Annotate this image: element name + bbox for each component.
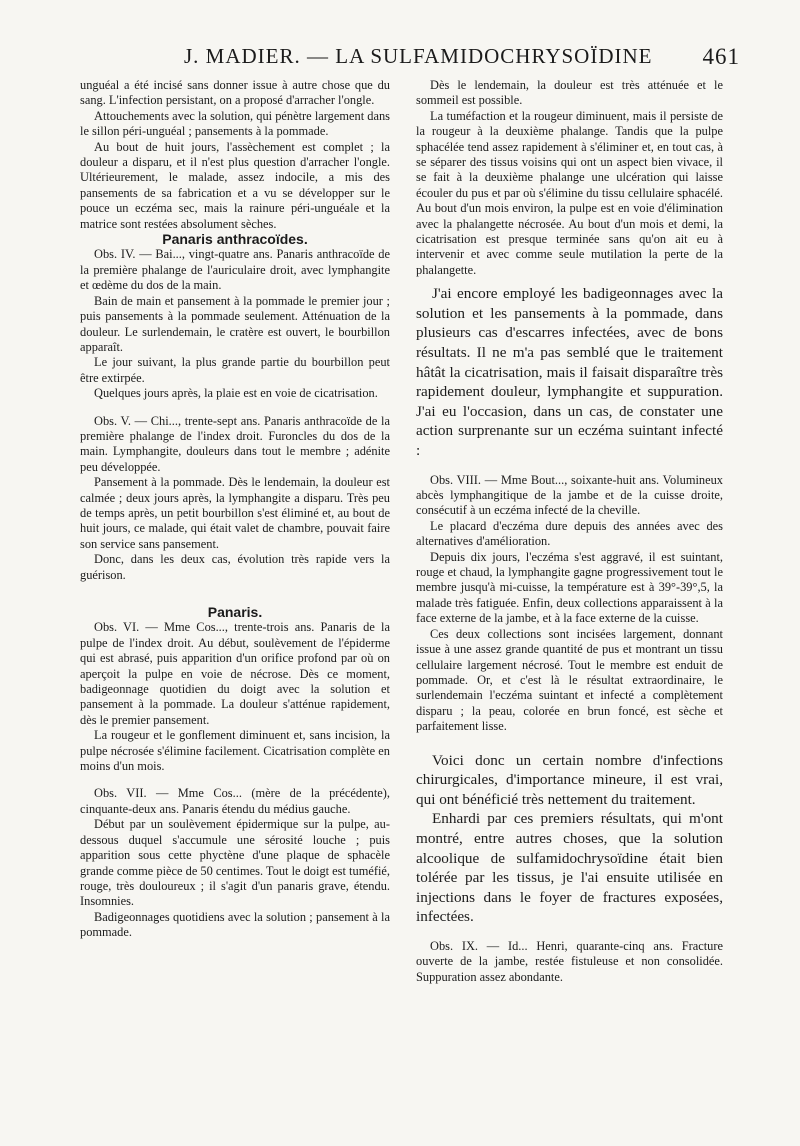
running-header (80, 44, 740, 72)
paragraph-large: J'ai encore employé les badigeonnages avec la solution et les pansements à la pommade, dans plusieurs cas d'escarres infectées, avec de bons résultats. Il ne m'a pas semblé que le traitement hâtât la cicatrisation, mais il faisait disparaître très rapidement douleur, lymphangite et suppuration. J'ai eu l'occasion, dans un cas, de constater une action surprenante sur un eczéma suintant infecté : (416, 285, 723, 460)
paragraph: La rougeur et le gonflement diminuent et, sans incision, la pulpe nécrosée s'élimine facilement. Cicatrisation complète en moins d'un mois. (80, 728, 390, 774)
section-heading-panaris: Panaris. (207, 604, 263, 620)
observation-5: Obs. V. — Chi..., trente-sept ans. Panaris anthracoïde de la première phalange de l'index droit. Furoncles du dos de la main. Lymphangite, douleurs dans tout le membre ; adénite peu développée. (80, 413, 390, 474)
paragraph: Bain de main et pansement à la pommade le premier jour ; puis pansements à la pommade seulement. Atténuation de la douleur. Le surlendemain, le cratère est ouvert, le bourbillon apparaît. (80, 293, 390, 354)
paragraph: Ces deux collections sont incisées largement, donnant issue à une assez grande quantité de pus et montrant un tissu cellulaire largement nécrosé. Tout le membre est enduit de pommade. Or, et c'est là le résultat extraordinaire, le surlendemain l'eczéma suintant et infecté a complètement disparu ; la peau, colorée en brun foncé, est sèche et parfaitement lisse. (416, 626, 723, 734)
paragraph: Dès le lendemain, la douleur est très atténuée et le sommeil est possible. (416, 78, 723, 108)
section-heading-panaris-anthracoides: Panaris anthracoïdes. (162, 231, 308, 248)
right-column (416, 78, 723, 985)
paragraph: Attouchements avec la solution, qui pénètre largement dans le sillon péri-unguéal ; pansements à la pommade. (80, 108, 390, 139)
paragraph: Pansement à la pommade. Dès le lendemain, la douleur est calmée ; deux jours après, la lymphangite a disparu. Très peu de temps après, un petit bourbillon s'est éliminé et, au bout de huit jours, ce malade, qui était valet de chambre, pouvait faire son service sans pansement. (80, 475, 390, 551)
paragraph: La tuméfaction et la rougeur diminuent, mais il persiste de la rougeur à la deuxième phalange. Tandis que la pulpe sphacélée tend assez rapidement à s'éliminer et, en tout cas, à se séparer des tissus voisins qui ont un aspect bien vivace, il se fait à la deuxième phalange une ulcération qui laisse écouler du pus et par où s'élimine du tissu cellulaire sphacélé. Au bout d'un mois environ, la pulpe est en voie d'élimination avec la phalangette nécrosée. Au bout d'un mois et demi, la cicatrisation est presque terminée sans qu'on ait eu à intervenir et avec comme seule mutilation la perte de la phalangette. (416, 108, 723, 277)
paragraph: Au bout de huit jours, l'assèchement est complet ; la douleur a disparu, et il n'est plus question d'arracher l'ongle. Ultérieurement, le malade, assez indocile, a mis des pansements de sa fabrication et a vu se développer sur le pouce un eczéma sec, mais la rainure péri-unguéale et la matrice sont restées absolument sèches. (80, 139, 390, 231)
paragraph: Depuis dix jours, l'eczéma s'est aggravé, il est suintant, rouge et chaud, la lymphangite gagne progressivement tout le membre jusqu'à mi-cuisse, la température est à 39°-39°,5, la malade très fatiguée. Enfin, deux collections apparaissent à la face externe de la jambe, et à la face externe de la cuisse. (416, 549, 723, 626)
paragraph: Badigeonnages quotidiens avec la solution ; pansement à la pommade. (80, 909, 390, 940)
observation-7: Obs. VII. — Mme Cos... (mère de la précédente), cinquante-deux ans. Panaris étendu du médius gauche. (80, 786, 390, 816)
observation-8: Obs. VIII. — Mme Bout..., soixante-huit ans. Volumineux abcès lymphangitique de la jambe et de la cuisse droite, consécutif à un eczéma infecté de la cheville. (416, 472, 723, 518)
body-text-block (416, 751, 723, 927)
paragraph: Début par un soulèvement épidermique sur la pulpe, au-dessous duquel s'accumule une sérosité louche ; puis apparition sous cette phyctène d'une plaque de sphacèle grande comme pièce de 50 centimes. Tout le doigt est tuméfié, rouge, très douloureux ; il s'agit d'un panaris grave, étendu. Insomnies. (80, 817, 390, 909)
paragraph: unguéal a été incisé sans donner issue à autre chose que du sang. L'infection persistant, on a proposé d'arracher l'ongle. (80, 78, 390, 108)
paragraph: Le placard d'eczéma dure depuis des années avec des alternatives d'amélioration. (416, 518, 723, 549)
observation-4: Obs. IV. — Bai..., vingt-quatre ans. Panaris anthracoïde de la première phalange de l'auriculaire droit, avec lymphangite et œdème du dos de la main. (80, 247, 390, 293)
observation-9: Obs. IX. — Id... Henri, quarante-cinq ans. Fracture ouverte de la jambe, restée fistuleuse et non consolidée. Suppuration assez abondante. (416, 938, 723, 984)
paragraph: Donc, dans les deux cas, évolution très rapide vers la guérison. (80, 552, 390, 582)
paragraph-large: Voici donc un certain nombre d'infections chirurgicales, d'importance mineure, il est vrai, qui ont bénéficié très nettement du traitement. (416, 751, 723, 808)
page-number: 461 (702, 44, 740, 69)
body-text-block (416, 284, 723, 460)
left-column (80, 78, 390, 941)
paragraph: Le jour suivant, la plus grande partie du bourbillon peut être extirpée. (80, 355, 390, 385)
observation-6: Obs. VI. — Mme Cos..., trente-trois ans. Panaris de la pulpe de l'index droit. Au début, soulèvement de l'épiderme qui est abrasé, puis apparition d'un orifice profond par où on aperçoit la pulpe en voie de nécrose. Dès ce moment, badigeonnage quotidien du doigt avec la solution et pansement à la pommade. La douleur s'atténue rapidement, dès le premier pansement. (80, 620, 390, 727)
paragraph-large: Enhardi par ces premiers résultats, qui m'ont montré, entre autres choses, que la solution alcoolique de sulfamidochrysoïdine était bien tolérée par les tissus, je l'ai ensuite utilisée en injections dans le foyer de fractures exposées, infectées. (416, 810, 723, 926)
paragraph: Quelques jours après, la plaie est en voie de cicatrisation. (94, 386, 378, 401)
running-title: J. MADIER. — LA SULFAMIDOCHRYSOÏDINE (184, 44, 653, 68)
